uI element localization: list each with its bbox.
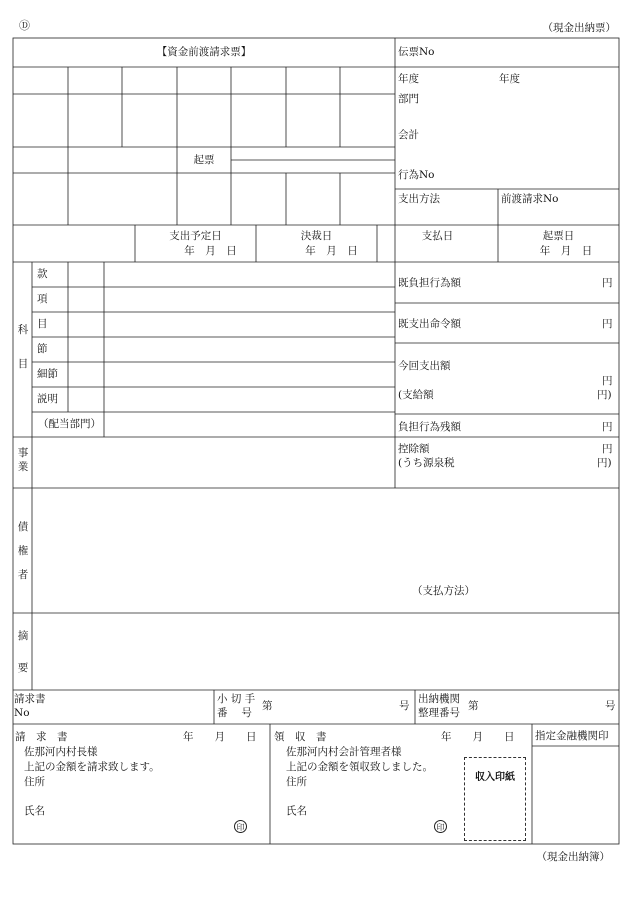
invoice-name: 氏名: [24, 805, 45, 817]
invoice-seal: 印: [234, 820, 247, 833]
approval-ymd: 年 月 日: [305, 245, 358, 257]
fiscal-year-label: 年度: [398, 73, 419, 85]
slip-no-label: 伝票No: [398, 46, 435, 58]
payment-method-label: 支出方法: [398, 193, 440, 205]
summary-label-2: 要: [17, 662, 29, 674]
payment-date-label: 支払日: [421, 230, 454, 242]
request-no-label-2: No: [14, 707, 30, 719]
scheduled-payment-ymd: 年 月 日: [184, 245, 237, 257]
subject-kou: 項: [37, 293, 48, 305]
invoice-heading: 請 求 書: [15, 731, 68, 743]
subject-moku: 目: [37, 318, 48, 330]
act-no-label: 行為No: [398, 169, 435, 181]
creditor-label-3: 者: [17, 569, 29, 581]
summary-label-1: 摘: [17, 630, 29, 642]
receipt-name: 氏名: [286, 805, 307, 817]
ordered-label: 既支出命令額: [398, 318, 461, 330]
payment-amount-yen: 円): [597, 389, 612, 401]
receipt-to: 佐那河内村会計管理者様: [286, 746, 402, 758]
issue-date-ymd: 年 月 日: [539, 245, 593, 257]
treasury-label-2: 整理番号: [418, 707, 460, 719]
issuer-label: 起票: [193, 154, 215, 166]
approval-label: 決裁日: [300, 230, 333, 242]
creditor-label-1: 債: [17, 521, 29, 533]
bank-seal-label: 指定金融機関印: [535, 730, 609, 742]
treasury-label-1: 出納機関: [418, 693, 460, 705]
advance-request-no-label: 前渡請求No: [501, 193, 559, 205]
remaining-label: 負担行為残額: [398, 421, 461, 433]
subject-setsumei: 説明: [37, 393, 58, 405]
department-label: 部門: [398, 93, 419, 105]
revenue-stamp-box: [464, 757, 526, 841]
project-label-2: 業: [17, 461, 29, 473]
subject-kan: 款: [37, 268, 48, 280]
fiscal-year-unit: 年度: [499, 73, 520, 85]
treasury-go: 号: [605, 700, 616, 712]
payment-method-note: （支払方法）: [412, 585, 475, 597]
subject-side-2: 目: [17, 358, 29, 370]
subject-setsu: 節: [37, 343, 48, 355]
request-no-label-1: 請求書: [14, 693, 46, 705]
current-yen: 円: [602, 375, 613, 387]
accounting-label: 会計: [398, 129, 419, 141]
treasury-dai: 第: [468, 700, 479, 712]
invoice-body: 上記の金額を請求致します。: [24, 761, 160, 773]
payment-amount-label: (支給額: [398, 389, 434, 401]
remaining-yen: 円: [602, 421, 613, 433]
receipt-seal: 印: [434, 820, 447, 833]
form-title: 【資金前渡請求票】: [156, 46, 252, 58]
issue-date-label: 起票日: [542, 230, 575, 242]
check-go: 号: [399, 700, 410, 712]
allocation-dept-label: （配当部門）: [38, 418, 101, 430]
receipt-body: 上記の金額を領収致しました。: [286, 761, 433, 773]
invoice-date: 年 月 日: [183, 731, 257, 743]
committed-label: 既負担行為額: [398, 277, 461, 289]
subject-saisetsu: 細節: [37, 368, 58, 380]
invoice-to: 佐那河内村長様: [24, 746, 98, 758]
subject-side-1: 科: [17, 324, 29, 336]
deduction-yen: 円: [602, 443, 613, 455]
check-no-label-1: 小 切 手: [217, 693, 256, 705]
withholding-label: (うち源泉税: [398, 457, 455, 469]
check-no-label-2: 番 号: [217, 707, 252, 719]
project-label-1: 事: [17, 447, 29, 459]
invoice-address: 住所: [24, 776, 45, 788]
receipt-address: 住所: [286, 776, 307, 788]
deduction-label: 控除額: [398, 443, 430, 455]
ordered-yen: 円: [602, 318, 613, 330]
top-right-label: （現金出納票）: [542, 22, 616, 34]
receipt-heading: 領 収 書: [274, 731, 327, 743]
revenue-stamp-label: 収入印紙: [475, 772, 515, 783]
current-label: 今回支出額: [398, 360, 451, 372]
check-dai: 第: [262, 700, 273, 712]
scheduled-payment-label: 支出予定日: [169, 230, 222, 242]
receipt-date: 年 月 日: [441, 731, 515, 743]
creditor-label-2: 権: [17, 545, 29, 557]
committed-yen: 円: [602, 277, 613, 289]
withholding-yen: 円): [597, 457, 612, 469]
bottom-right-label: （現金出納簿）: [536, 851, 610, 863]
corner-mark: Ⓓ: [19, 19, 30, 32]
